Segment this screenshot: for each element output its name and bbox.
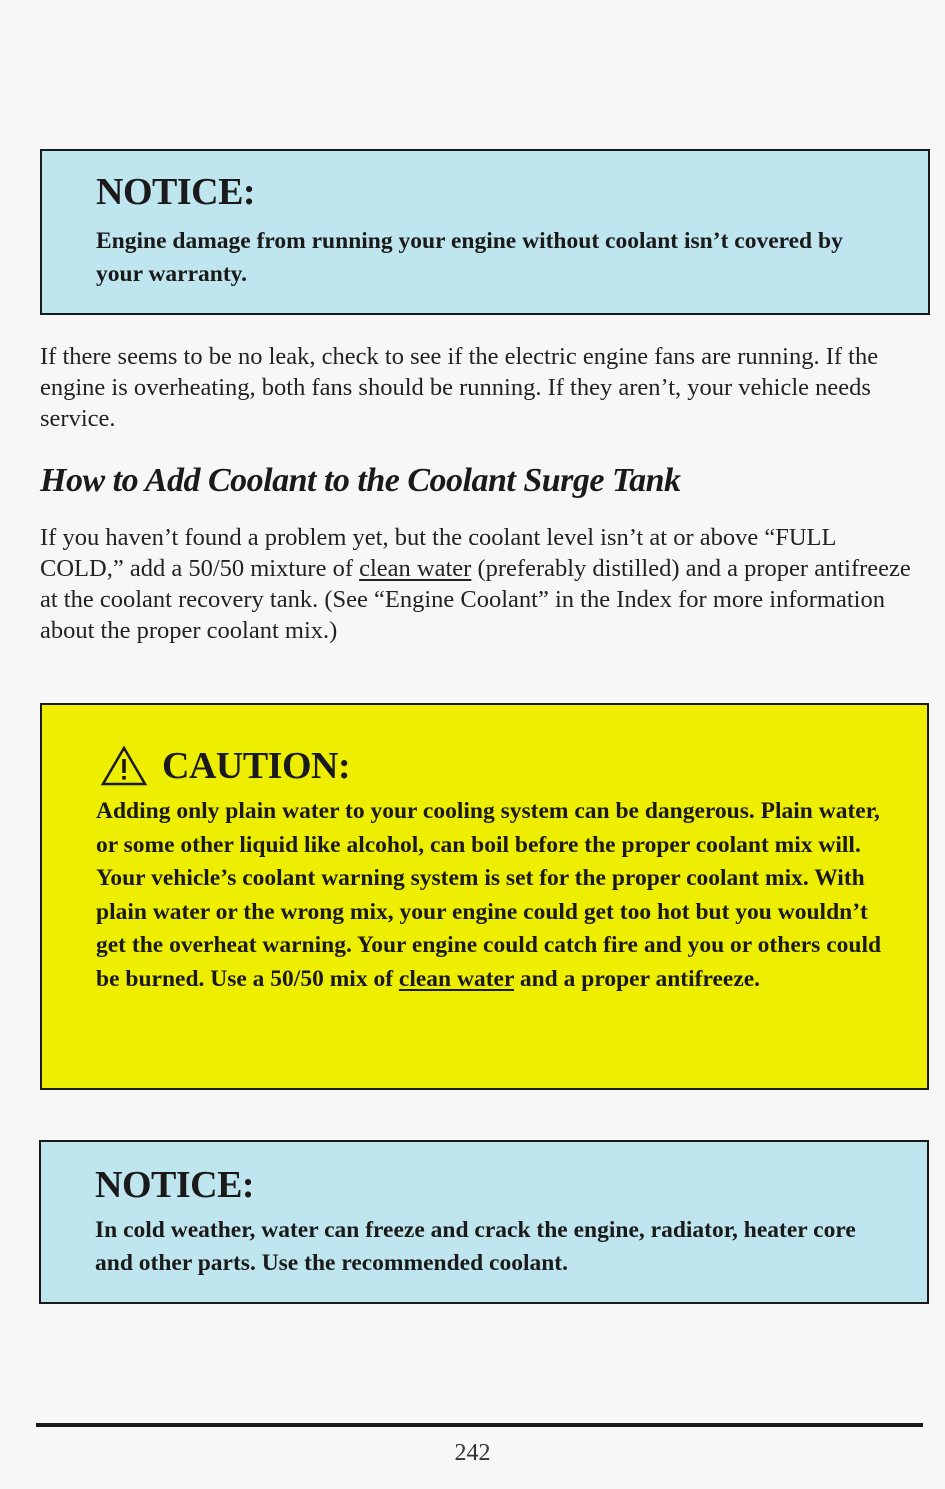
clean-water-link[interactable]: clean water xyxy=(359,555,472,582)
section-heading: How to Add Coolant to the Coolant Surge Tank xyxy=(40,462,681,499)
notice-heading: NOTICE: xyxy=(96,171,256,213)
caution-header xyxy=(100,745,350,787)
warning-triangle-icon xyxy=(100,745,148,787)
caution-box xyxy=(40,703,929,1090)
clean-water-link[interactable]: clean water xyxy=(398,965,514,992)
add-coolant-paragraph xyxy=(40,522,920,646)
notice-heading: NOTICE: xyxy=(95,1164,255,1206)
fan-check-paragraph: If there seems to be no leak, check to see if the electric engine fans are running. If the engine is overheating, both fans should be running. If they aren’t, your vehicle needs service. xyxy=(40,343,879,432)
notice-box-bottom xyxy=(39,1140,929,1304)
page-number: 242 xyxy=(454,1440,491,1466)
footer-divider xyxy=(36,1423,923,1427)
notice-text: In cold weather, water can freeze and crack the engine, radiator, heater core and other parts. Use the recommended coolant. xyxy=(95,1217,856,1276)
notice-text: Engine damage from running your engine without coolant isn’t covered by your warranty. xyxy=(96,228,843,287)
caution-text xyxy=(96,795,886,996)
caution-text-start: Adding only plain water to your cooling system can be dangerous. Plain water, or some other liquid like alcohol, can boil before the proper coolant mix will. Your vehicle’s coolant warning system is set for the proper coolant mix. With plain water or the wrong mix, your engine could get too hot but you wouldn’t get the overheat warning. Your engine could catch fire and you or others could be burned. Use a 50/50 mix of xyxy=(96,798,882,992)
caution-heading: CAUTION: xyxy=(162,745,351,787)
notice-box-top xyxy=(40,149,930,315)
paragraph-text-end: (preferably distilled) and a proper antifreeze at the coolant recovery tank. (See “Engine Coolant” in the Index for more information about the proper coolant mix.) xyxy=(40,555,911,644)
paragraph-text-start: If you haven’t found a problem yet, but the coolant level isn’t at or above “FULL COLD,” add a 50/50 mixture of xyxy=(40,524,836,582)
caution-text-end: and a proper antifreeze. xyxy=(513,965,761,992)
